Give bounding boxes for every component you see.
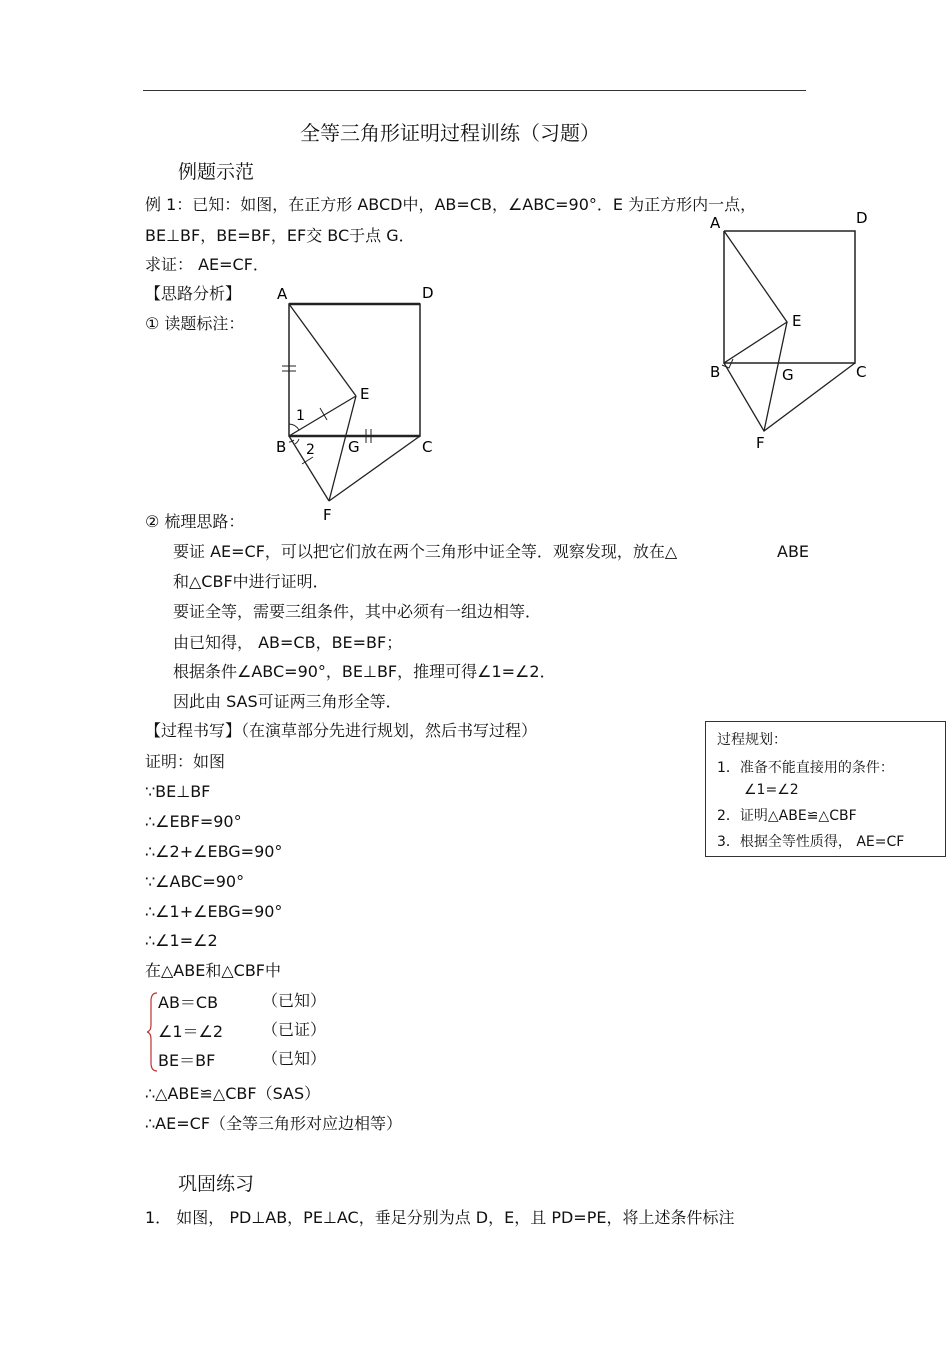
label-c: C	[422, 438, 433, 456]
label-f: F	[756, 434, 765, 452]
proof-line-1: 证明：如图	[145, 752, 226, 771]
plan-item-1-detail: ∠1=∠2	[744, 782, 799, 798]
plan-heading: 过程规划：	[717, 732, 787, 748]
square-figure-original	[700, 205, 880, 455]
think-line-1: 要证 AE=CF，可以把它们放在两个三角形中证全等．观察发现，放在△	[173, 542, 678, 561]
label-g: G	[348, 438, 360, 456]
example-1-line-1: 例 1：已知：如图，在正方形 ABCD中，AB=CB，∠ABC=90°．E 为正方形内一点，	[145, 195, 757, 214]
step-1-label: ① 读题标注：	[145, 314, 245, 333]
label-e: E	[360, 385, 370, 403]
think-line-5: 根据条件∠ABC=90°，BE⊥BF，推理可得∠1=∠2．	[173, 662, 556, 681]
process-plan-box	[705, 721, 946, 857]
system-reason-3: （已知）	[262, 1049, 327, 1068]
process-heading: 【过程书写】（在演草部分先进行规划，然后书写过程）	[145, 721, 538, 740]
think-line-4: 由已知得， AB=CB，BE=BF；	[173, 633, 403, 652]
system-reason-1: （已知）	[262, 991, 327, 1010]
plan-item-3: 3．根据全等性质得， AE=CF	[717, 834, 905, 850]
square-figure-annotated	[270, 282, 450, 527]
example-1-line-2: BE⊥BF，BE=BF，EF交 BC于点 G．	[145, 226, 415, 245]
system-expr-1: AB＝CB	[158, 993, 219, 1012]
proof-line-2: ∵BE⊥BF	[145, 782, 211, 801]
proof-line-7: ∴∠1=∠2	[145, 931, 218, 950]
think-line-6: 因此由 SAS可证两三角形全等．	[173, 692, 402, 711]
system-expr-2: ∠1＝∠2	[158, 1022, 224, 1041]
step-2-label: ② 梳理思路：	[145, 512, 245, 531]
label-f: F	[323, 506, 332, 524]
section-heading-practice: 巩固练习	[178, 1173, 255, 1195]
think-line-1-tail: ABE	[777, 542, 810, 561]
think-line-2: 和△CBF中进行证明．	[173, 572, 329, 591]
label-a: A	[277, 285, 288, 303]
practice-line-1: 1． 如图， PD⊥AB，PE⊥AC，垂足分别为点 D，E，且 PD=PE，将上述条件标注	[145, 1208, 735, 1227]
angle-2-label: 2	[306, 442, 315, 458]
label-b: B	[276, 438, 287, 456]
proof-line-3: ∴∠EBF=90°	[145, 812, 242, 831]
system-expr-3: BE＝BF	[158, 1051, 216, 1070]
top-rule	[143, 90, 806, 91]
plan-item-1: 1．准备不能直接用的条件：	[717, 760, 894, 776]
think-line-3: 要证全等，需要三组条件，其中必须有一组边相等．	[173, 602, 542, 621]
label-d: D	[422, 284, 434, 302]
proof-line-5: ∵∠ABC=90°	[145, 872, 245, 891]
angle-1-label: 1	[296, 408, 305, 424]
label-c: C	[856, 363, 867, 381]
plan-item-2: 2．证明△ABE≌△CBF	[717, 808, 857, 824]
conclusion-line-2: ∴AE=CF（全等三角形对应边相等）	[145, 1114, 403, 1133]
label-e: E	[792, 312, 802, 330]
label-g: G	[782, 366, 794, 384]
label-a: A	[710, 214, 721, 232]
proof-line-8: 在△ABE和△CBF中	[145, 961, 281, 980]
proof-line-6: ∴∠1+∠EBG=90°	[145, 902, 283, 921]
section-heading-example: 例题示范	[178, 161, 255, 183]
example-1-goal: 求证： AE=CF．	[145, 255, 269, 274]
page-title: 全等三角形证明过程训练（习题）	[300, 121, 600, 145]
conclusion-line-1: ∴△ABE≌△CBF（SAS）	[145, 1084, 321, 1103]
label-b: B	[710, 363, 721, 381]
system-reason-2: （已证）	[262, 1020, 327, 1039]
proof-line-4: ∴∠2+∠EBG=90°	[145, 842, 283, 861]
label-d: D	[856, 209, 868, 227]
analysis-heading: 【思路分析】	[145, 284, 242, 303]
